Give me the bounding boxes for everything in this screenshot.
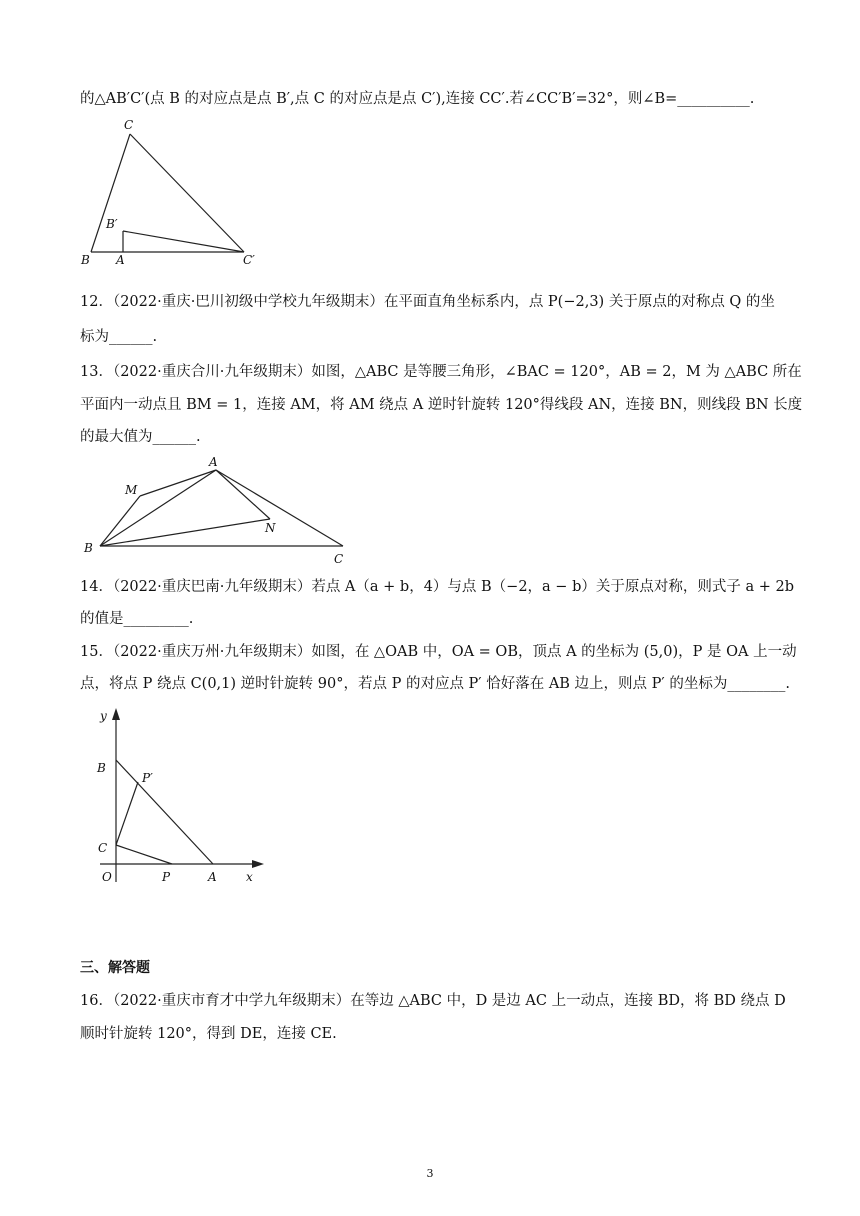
- q14-text-line1: 14．（2022·重庆巴南·九年级期末）若点 A（a + b，4）与点 B（−2，a − b）关于原点对称，则式子 a + 2b: [80, 579, 794, 595]
- q13-label-M: M: [125, 483, 138, 497]
- q11-label-Bp: B′: [106, 217, 118, 231]
- q11-label-B: B: [81, 253, 90, 267]
- q15-label-C: C: [98, 841, 108, 855]
- q15-figure: [80, 700, 280, 890]
- q13-text-line3: 的最大值为______.: [80, 429, 201, 445]
- q16-text-line1: 16．（2022·重庆市育才中学九年级期末）在等边 △ABC 中，D 是边 AC 上一动点，连接 BD，将 BD 绕点 D: [80, 993, 786, 1009]
- q13-text-line2: 平面内一动点且 BM = 1，连接 AM，将 AM 绕点 A 逆时针旋转 120°得线段 AN，连接 BN，则线段 BN 长度: [80, 397, 803, 413]
- q13-label-C: C: [334, 552, 344, 566]
- q11-figure: [78, 114, 268, 272]
- q11-label-Cp: C′: [243, 253, 255, 267]
- q13-label-B: B: [84, 541, 93, 555]
- q12-text-line1: 12．（2022·重庆·巴川初级中学校九年级期末）在平面直角坐标系内，点 P(−2,3) 关于原点的对称点 Q 的坐: [80, 294, 775, 310]
- q15-text-line1: 15．（2022·重庆万州·九年级期末）如图，在 △OAB 中，OA = OB，顶点 A 的坐标为 (5,0)，P 是 OA 上一动: [80, 644, 797, 660]
- q13-label-N: N: [265, 521, 276, 535]
- q15-label-x: x: [246, 870, 253, 884]
- q14-text-line2: 的值是_________.: [80, 611, 194, 627]
- q13-figure: [78, 452, 368, 570]
- section-title: 三、解答题: [80, 960, 150, 976]
- q11-label-C: C: [124, 118, 134, 132]
- page-number: 3: [426, 1167, 434, 1180]
- q16-text-line2: 顺时针旋转 120°，得到 DE，连接 CE.: [80, 1026, 337, 1042]
- q13-text-line1: 13．（2022·重庆合川·九年级期末）如图，△ABC 是等腰三角形，∠BAC = 120°，AB = 2，M 为 △ABC 所在: [80, 364, 802, 380]
- q15-label-Pp: P′: [142, 771, 153, 785]
- q15-label-O: O: [102, 870, 112, 884]
- q11-text-line1: 的△AB′C′(点 B 的对应点是点 B′,点 C 的对应点是点 C′),连接 CC′.若∠CC′B′=32°，则∠B=__________.: [80, 91, 755, 107]
- q15-label-P: P: [162, 870, 171, 884]
- q15-text-line2: 点，将点 P 绕点 C(0,1) 逆时针旋转 90°，若点 P 的对应点 P′ 恰好落在 AB 边上，则点 P′ 的坐标为________.: [80, 676, 790, 692]
- q15-label-A: A: [208, 870, 217, 884]
- q15-label-y: y: [100, 709, 107, 723]
- q13-label-A: A: [209, 455, 218, 469]
- q12-text-line2: 标为______.: [80, 329, 158, 345]
- q15-label-B: B: [97, 761, 106, 775]
- q11-label-A: A: [116, 253, 125, 267]
